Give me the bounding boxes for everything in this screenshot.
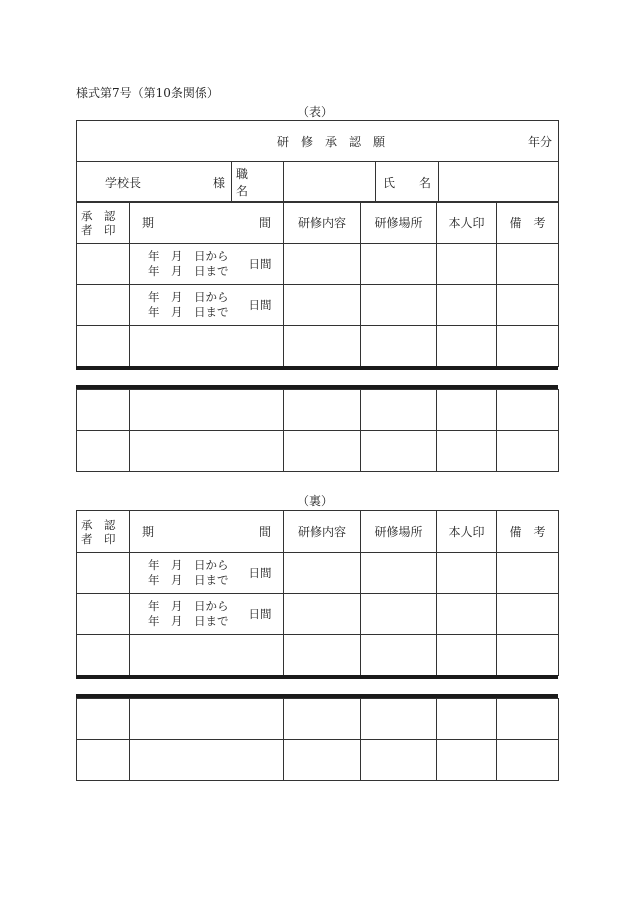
period-cell[interactable]: 年 月 日から 年 月 日まで 日間 [130, 285, 284, 326]
seal-header: 本人印 [437, 202, 497, 244]
remarks-cell[interactable] [497, 553, 559, 594]
table-row [77, 635, 559, 676]
content-cell[interactable] [284, 244, 361, 285]
period-cell[interactable]: 年 月 日から 年 月 日まで 日間 [130, 244, 284, 285]
document-title: 研 修 承 認 願 [277, 135, 386, 149]
content-header: 研修内容 [284, 202, 361, 244]
seal-cell[interactable] [437, 553, 497, 594]
name-label: 氏 名 [382, 175, 431, 190]
name-label-cell [376, 162, 439, 203]
back-side-label: （裏） [296, 494, 333, 508]
table-row [77, 285, 559, 326]
principal-label: 学校長 [105, 175, 142, 190]
remarks-cell[interactable] [497, 285, 559, 326]
remarks-header: 備 考 [497, 202, 559, 244]
table-row [77, 431, 559, 472]
approver-header: 承 認 者 印 [77, 202, 130, 244]
form-number-title: 様式第7号（第10条関係） [76, 86, 219, 100]
job-title-label: 職 名 [236, 167, 273, 198]
content-cell[interactable] [284, 594, 361, 635]
approver-seal-cell[interactable] [77, 594, 130, 635]
section-separator [76, 675, 558, 679]
place-header: 研修場所 [361, 202, 437, 244]
table-row [77, 326, 559, 367]
table-row [77, 699, 559, 740]
job-title-field[interactable] [284, 162, 376, 203]
approver-header: 承 認 者 印 [77, 511, 130, 553]
period-cell[interactable]: 年 月 日から 年 月 日まで 日間 [130, 553, 284, 594]
seal-cell[interactable] [437, 244, 497, 285]
content-header: 研修内容 [284, 511, 361, 553]
table-row [77, 244, 559, 285]
name-field[interactable] [439, 162, 559, 203]
front-record-table [76, 201, 559, 367]
place-cell[interactable] [361, 553, 437, 594]
content-cell[interactable] [284, 285, 361, 326]
seal-header: 本人印 [437, 511, 497, 553]
place-cell[interactable] [361, 285, 437, 326]
title-row [77, 121, 559, 162]
period-header: 期 間 [130, 202, 284, 244]
year-suffix: 年分 [528, 135, 553, 149]
back-continuation-table [76, 698, 559, 781]
front-continuation-table [76, 389, 559, 472]
approver-seal-cell[interactable] [77, 244, 130, 285]
job-title-label-cell [232, 162, 284, 203]
place-header: 研修場所 [361, 511, 437, 553]
content-cell[interactable] [284, 553, 361, 594]
approver-seal-cell[interactable] [77, 553, 130, 594]
sama-label: 様 [212, 175, 225, 190]
table-row [77, 740, 559, 781]
seal-cell[interactable] [437, 594, 497, 635]
remarks-header: 備 考 [497, 511, 559, 553]
remarks-cell[interactable] [497, 244, 559, 285]
table-row [77, 553, 559, 594]
period-cell[interactable]: 年 月 日から 年 月 日まで 日間 [130, 594, 284, 635]
approver-seal-cell[interactable] [77, 285, 130, 326]
section-separator [76, 366, 558, 370]
table-row [77, 390, 559, 431]
seal-cell[interactable] [437, 285, 497, 326]
front-side-label: （表） [296, 105, 333, 119]
back-record-table [76, 510, 559, 676]
request-header-table [76, 120, 559, 203]
table-row [77, 594, 559, 635]
principal-cell [77, 162, 232, 203]
place-cell[interactable] [361, 594, 437, 635]
remarks-cell[interactable] [497, 594, 559, 635]
place-cell[interactable] [361, 244, 437, 285]
period-header: 期 間 [130, 511, 284, 553]
